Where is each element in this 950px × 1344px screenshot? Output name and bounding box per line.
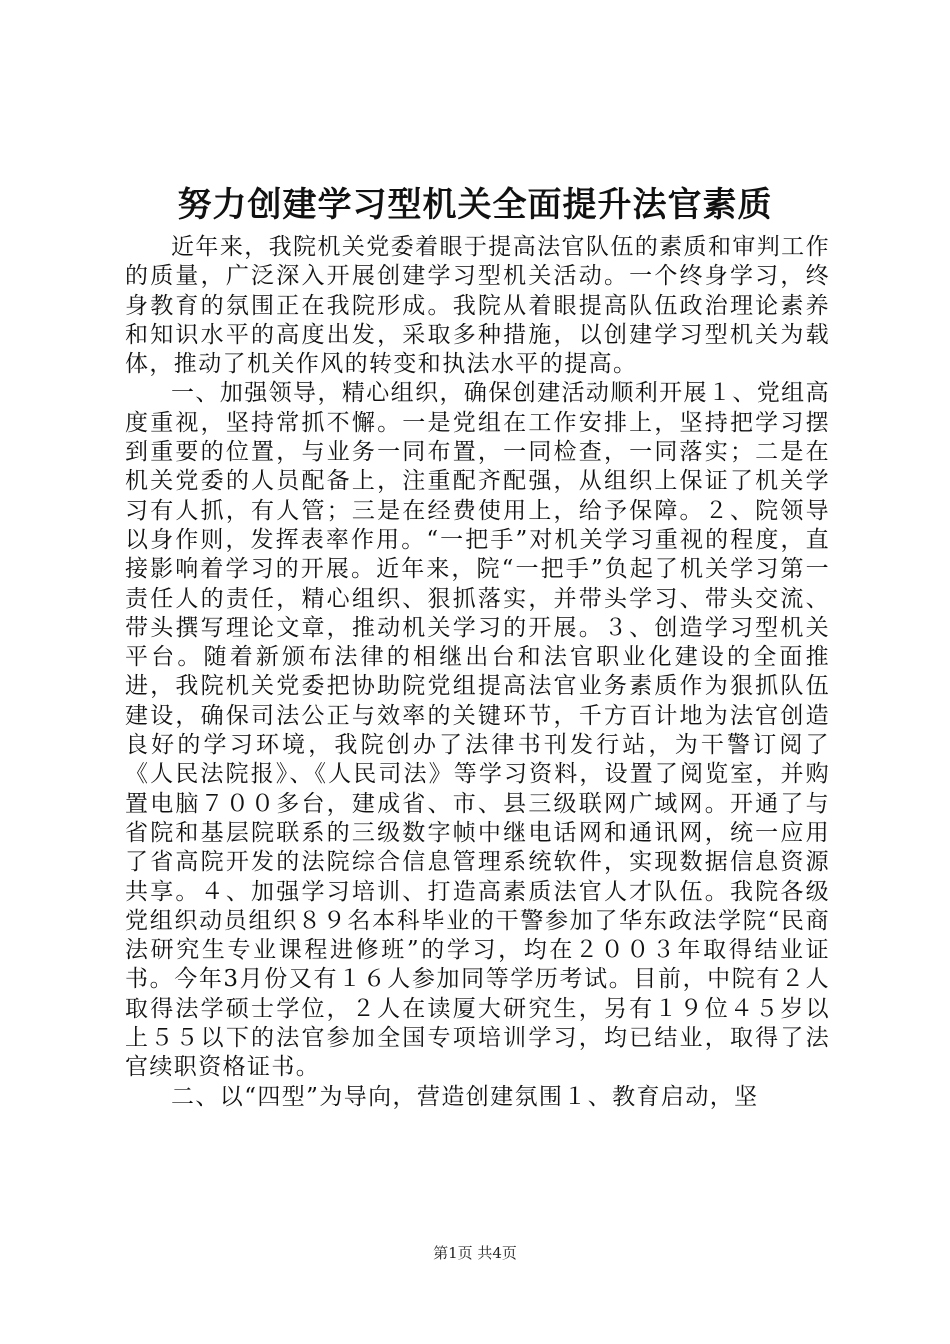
document-body [125, 233, 830, 1112]
document-title: 努力创建学习型机关全面提升法官素质 [177, 185, 773, 225]
page-number-footer: 第1页 共4页 [433, 1244, 517, 1262]
paragraph-section-one: 一、加强领导，精心组织，确保创建活动顺利开展１、党组高度重视，坚持常抓不懈。一是党组在工作安排上，坚持把学习摆到重要的位置，与业务一同布置，一同检查，一同落实；二是在机关党委的人员配备上，注重配齐配强，从组织上保证了机关学习有人抓，有人管；三是在经费使用上，给予保障。２、院领导以身作则，发挥表率作用。“一把手”对机关学习重视的程度，直接影响着学习的开展。近年来，院“一把手”负起了机关学习第一责任人的责任，精心组织、狠抓落实，并带头学习、带头交流、带头撰写理论文章，推动机关学习的开展。３、创造学习型机关平台。随着新颁布法律的相继出台和法官职业化建设的全面推进，我院机关党委把协助院党组提高法官业务素质作为狠抓队伍建设，确保司法公正与效率的关键环节，千方百计地为法官创造良好的学习环境，我院创办了法律书刊发行站，为干警订阅了《人民法院报》、《人民司法》等学习资料，设置了阅览室，并购置电脑７００多台，建成省、市、县三级联网广域网。开通了与省院和基层院联系的三级数字帧中继电话网和通讯网，统一应用了省高院开发的法院综合信息管理系统软件，实现数据信息资源共享。４、加强学习培训、打造高素质法官人才队伍。我院各级党组织动员组织８９名本科毕业的干警参加了华东政法学院“民商法研究生专业课程进修班”的学习，均在２００３年取得结业证书。今年3月份又有１６人参加同等学历考试。目前，中院有２人取得法学硕士学位，２人在读厦大研究生，另有１９位４５岁以上５５以下的法官参加全国专项培训学习，均已结业，取得了法官续职资格证书。 [125, 380, 830, 1081]
paragraph-intro: 近年来，我院机关党委着眼于提高法官队伍的素质和审判工作的质量，广泛深入开展创建学习型机关活动。一个终身学习，终身教育的氛围正在我院形成。我院从着眼提高队伍政治理论素养和知识水平的高度出发，采取多种措施，以创建学习型机关为载体，推动了机关作风的转变和执法水平的提高。 [125, 234, 830, 378]
paragraph-section-two: 二、以“四型”为导向，营造创建氛围１、教育启动，坚 [171, 1083, 759, 1110]
